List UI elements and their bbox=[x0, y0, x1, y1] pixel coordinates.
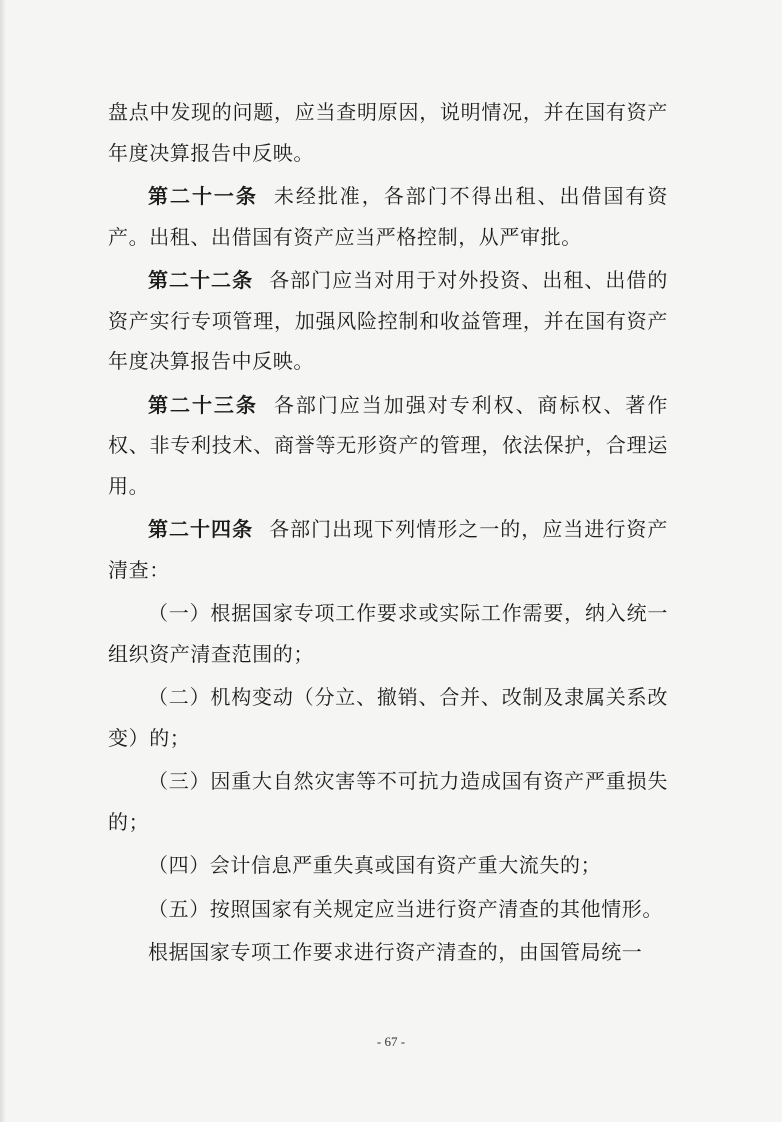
paragraph-text: （三）因重大自然灾害等不可抗力造成国有资产严重损失的； bbox=[108, 769, 668, 834]
list-item-3 bbox=[108, 761, 668, 842]
article-22 bbox=[108, 260, 668, 382]
paragraph-text: （四）会计信息严重失真或国有资产重大流失的； bbox=[148, 853, 602, 877]
paragraph-closing bbox=[108, 932, 668, 973]
paragraph-text: 盘点中发现的问题，应当查明原因，说明情况，并在国有资产年度决算报告中反映。 bbox=[108, 100, 668, 165]
list-item-2 bbox=[108, 677, 668, 758]
paragraph-text: （一）根据国家专项工作要求或实际工作需要，纳入统一组织资产清查范围的； bbox=[108, 601, 668, 666]
paragraph-continuation bbox=[108, 92, 668, 173]
list-item-4 bbox=[108, 845, 668, 886]
paragraph-text: （二）机构变动（分立、撤销、合并、改制及隶属关系改变）的； bbox=[108, 685, 668, 750]
article-number: 第二十四条 bbox=[148, 517, 254, 541]
article-number: 第二十二条 bbox=[148, 268, 254, 292]
article-21 bbox=[108, 176, 668, 257]
article-number: 第二十一条 bbox=[148, 184, 258, 208]
paragraph-text: 各部门应当加强对专利权、商标权、著作权、非专利技术、商誉等无形资产的管理，依法保护，合理运用。 bbox=[108, 392, 669, 498]
list-item-1 bbox=[108, 593, 668, 674]
article-24 bbox=[108, 509, 668, 590]
list-item-5 bbox=[108, 889, 668, 930]
paragraph-text: 根据国家专项工作要求进行资产清查的，由国管局统一 bbox=[148, 940, 643, 964]
article-23 bbox=[108, 385, 668, 507]
page-number: - 67 - bbox=[376, 1034, 406, 1049]
article-number: 第二十三条 bbox=[148, 392, 258, 417]
document-body bbox=[108, 92, 668, 973]
paragraph-text: 各部门出现下列情形之一的，应当进行资产清查： bbox=[108, 517, 669, 582]
paragraph-text: 未经批准，各部门不得出租、出借国有资产。出租、出借国有资产应当严格控制，从严审批。 bbox=[108, 184, 669, 249]
paragraph-text: （五）按照国家有关规定应当进行资产清查的其他情形。 bbox=[148, 896, 663, 921]
paragraph-text: 各部门应当对用于对外投资、出租、出借的资产实行专项管理，加强风险控制和收益管理，并在国有资产年度决算报告中反映。 bbox=[108, 268, 669, 373]
page-edge-shadow bbox=[0, 0, 6, 1122]
